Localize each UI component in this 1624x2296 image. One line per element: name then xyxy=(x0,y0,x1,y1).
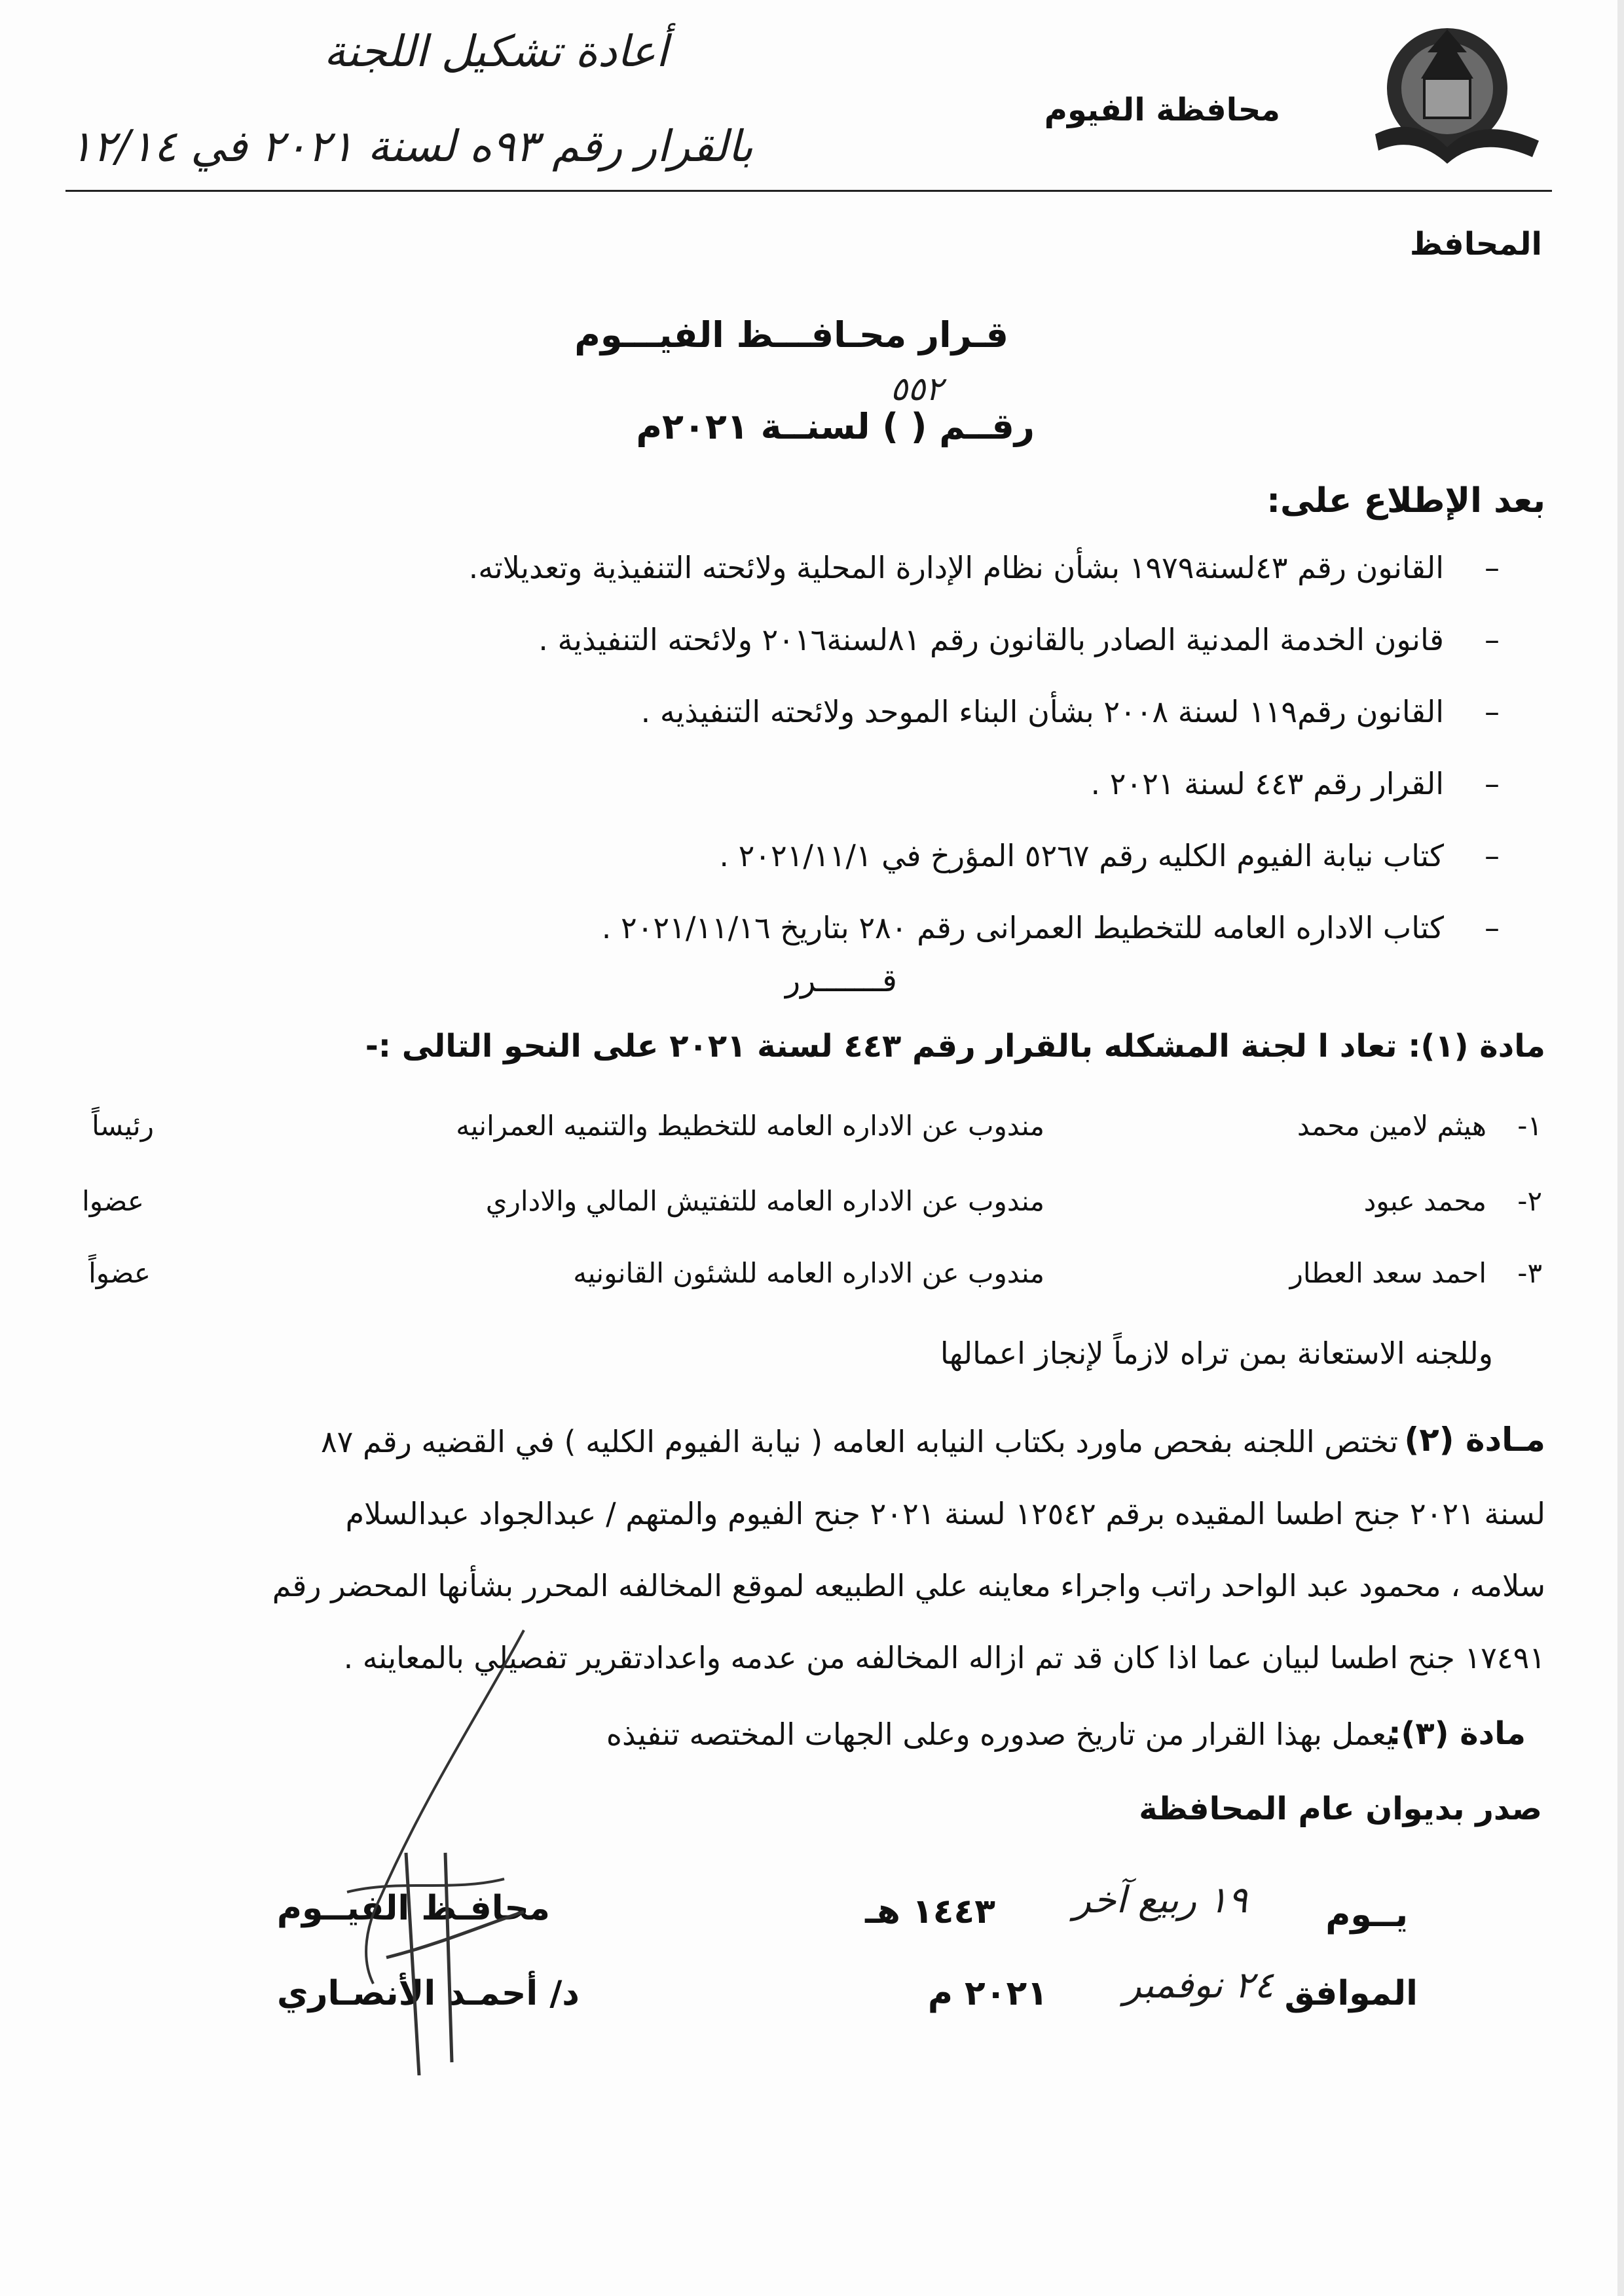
governorate-name: محافظة الفيوم xyxy=(1044,92,1280,128)
governor-title: محافـظ الفيــوم xyxy=(276,1889,550,1928)
list-item: كتاب الاداره العامه للتخطيط العمرانى رقم ٢٨٠ بتاريخ ٢٠٢١/١١/١٦ . xyxy=(601,910,1444,945)
member-position: رئيساً xyxy=(92,1110,154,1142)
article2-line: لسنة ٢٠٢١ جنح اطسا المقيده برقم ١٢٥٤٢ لسنة ٢٠٢١ جنح الفيوم والمتهم / عبدالجواد عبدالسلام xyxy=(345,1496,1545,1531)
gregorian-year: ٢٠٢١ م xyxy=(927,1974,1048,2013)
gregorian-prefix: الموافق xyxy=(1284,1974,1418,2013)
member-index: ٣- xyxy=(1517,1257,1542,1289)
hijri-day-handwritten: ١٩ ربيع آخر xyxy=(1073,1879,1247,1922)
handwritten-note-line1: أعادة تشكيل اللجنة xyxy=(323,26,668,77)
article2-label: مـادة (٢) xyxy=(1404,1421,1545,1459)
hijri-prefix: يــوم xyxy=(1325,1895,1408,1935)
list-bullet: – xyxy=(1485,550,1500,585)
decision-number-handwritten: ٥٥٢ xyxy=(890,370,943,408)
list-item: القانون رقم١١٩ لسنة ٢٠٠٨ بشأن البناء الموحد ولائحته التنفيذيه . xyxy=(640,694,1444,729)
scan-edge xyxy=(1617,0,1624,2296)
hijri-year: ١٤٤٣ هـ xyxy=(865,1892,995,1931)
article2-line: تختص اللجنه بفحص ماورد بكتاب النيابه العامه ( نيابة الفيوم الكليه ) في القضيه رقم ٨٧ xyxy=(320,1424,1398,1459)
list-bullet: – xyxy=(1485,910,1500,945)
office-title: المحافظ xyxy=(1409,226,1542,263)
issued-at: صدر بديوان عام المحافظة xyxy=(1139,1791,1542,1827)
article2-line: سلامه ، محمود عبد الواحد راتب واجراء معاينه علي الطبيعه لموقع المخالفه المحرر بشأنها المحضر رقم xyxy=(272,1568,1545,1603)
member-index: ٢- xyxy=(1517,1185,1542,1217)
member-index: ١- xyxy=(1517,1110,1542,1142)
preamble-heading: بعد الإطلاع على: xyxy=(1266,481,1545,520)
list-bullet: – xyxy=(1485,766,1500,801)
list-bullet: – xyxy=(1485,838,1500,873)
member-name: محمد عبود xyxy=(1363,1185,1486,1217)
member-role: مندوب عن الاداره العامه للتخطيط والتنميه العمرانيه xyxy=(456,1110,1044,1142)
member-position: عضواً xyxy=(88,1257,151,1289)
article3-text: يعمل بهذا القرار من تاريخ صدوره وعلى الجهات المختصه تنفيذه xyxy=(606,1717,1395,1752)
gregorian-day-handwritten: ٢٤ نوفمبر xyxy=(1123,1964,1274,2007)
member-position: عضوا xyxy=(82,1185,144,1217)
member-name: هيثم لامين محمد xyxy=(1297,1110,1486,1142)
governor-name: د/ أحمـد الأنصـاري xyxy=(276,1974,580,2013)
list-item: قانون الخدمة المدنية الصادر بالقانون رقم ٨١لسنة٢٠١٦ ولائحته التنفيذية . xyxy=(538,622,1444,657)
list-item: القرار رقم ٤٤٣ لسنة ٢٠٢١ . xyxy=(1090,766,1444,801)
list-bullet: – xyxy=(1485,622,1500,657)
governor-signature xyxy=(308,1617,557,2075)
handwritten-note-line2: بالقرار رقم ٩٣ه لسنة ٢٠٢١ في ١٢/١٤ xyxy=(69,121,753,172)
member-role: مندوب عن الاداره العامه للشئون القانونيه xyxy=(573,1257,1044,1289)
list-item: كتاب نيابة الفيوم الكليه رقم ٥٢٦٧ المؤرخ في ٢٠٢١/١١/١ . xyxy=(719,838,1444,873)
article1-note: وللجنه الاستعانة بمن تراه لازماً لإنجاز اعمالها xyxy=(940,1336,1493,1371)
article1-text: مادة (١): تعاد ا لجنة المشكله بالقرار رقم ٤٤٣ لسنة ٢٠٢١ على النحو التالى :- xyxy=(365,1028,1545,1065)
header-divider xyxy=(65,190,1552,192)
decides-label: قـــــــرر xyxy=(784,962,897,999)
member-name: احمد سعد العطار xyxy=(1289,1257,1486,1289)
member-role: مندوب عن الاداره العامه للتفتيش المالي والاداري xyxy=(485,1185,1044,1217)
list-bullet: – xyxy=(1485,694,1500,729)
decision-number-line: رقــم ( ) لسنــة ٢٠٢١م xyxy=(636,406,1035,447)
article2-line: ١٧٤٩١ جنح اطسا لبيان عما اذا كان قد تم ازاله المخالفه من عدمه واعدادتقرير تفصيلي بالمعاينه . xyxy=(343,1640,1545,1675)
article3-label: مادة (٣): xyxy=(1388,1715,1526,1752)
decision-title: قـرار محـافـــظ الفيـــوم xyxy=(574,314,1008,355)
list-item: القانون رقم ٤٣لسنة١٩٧٩ بشأن نظام الإدارة المحلية ولائحته التنفيذية وتعديلاته. xyxy=(468,550,1444,585)
governorate-emblem xyxy=(1349,16,1545,173)
